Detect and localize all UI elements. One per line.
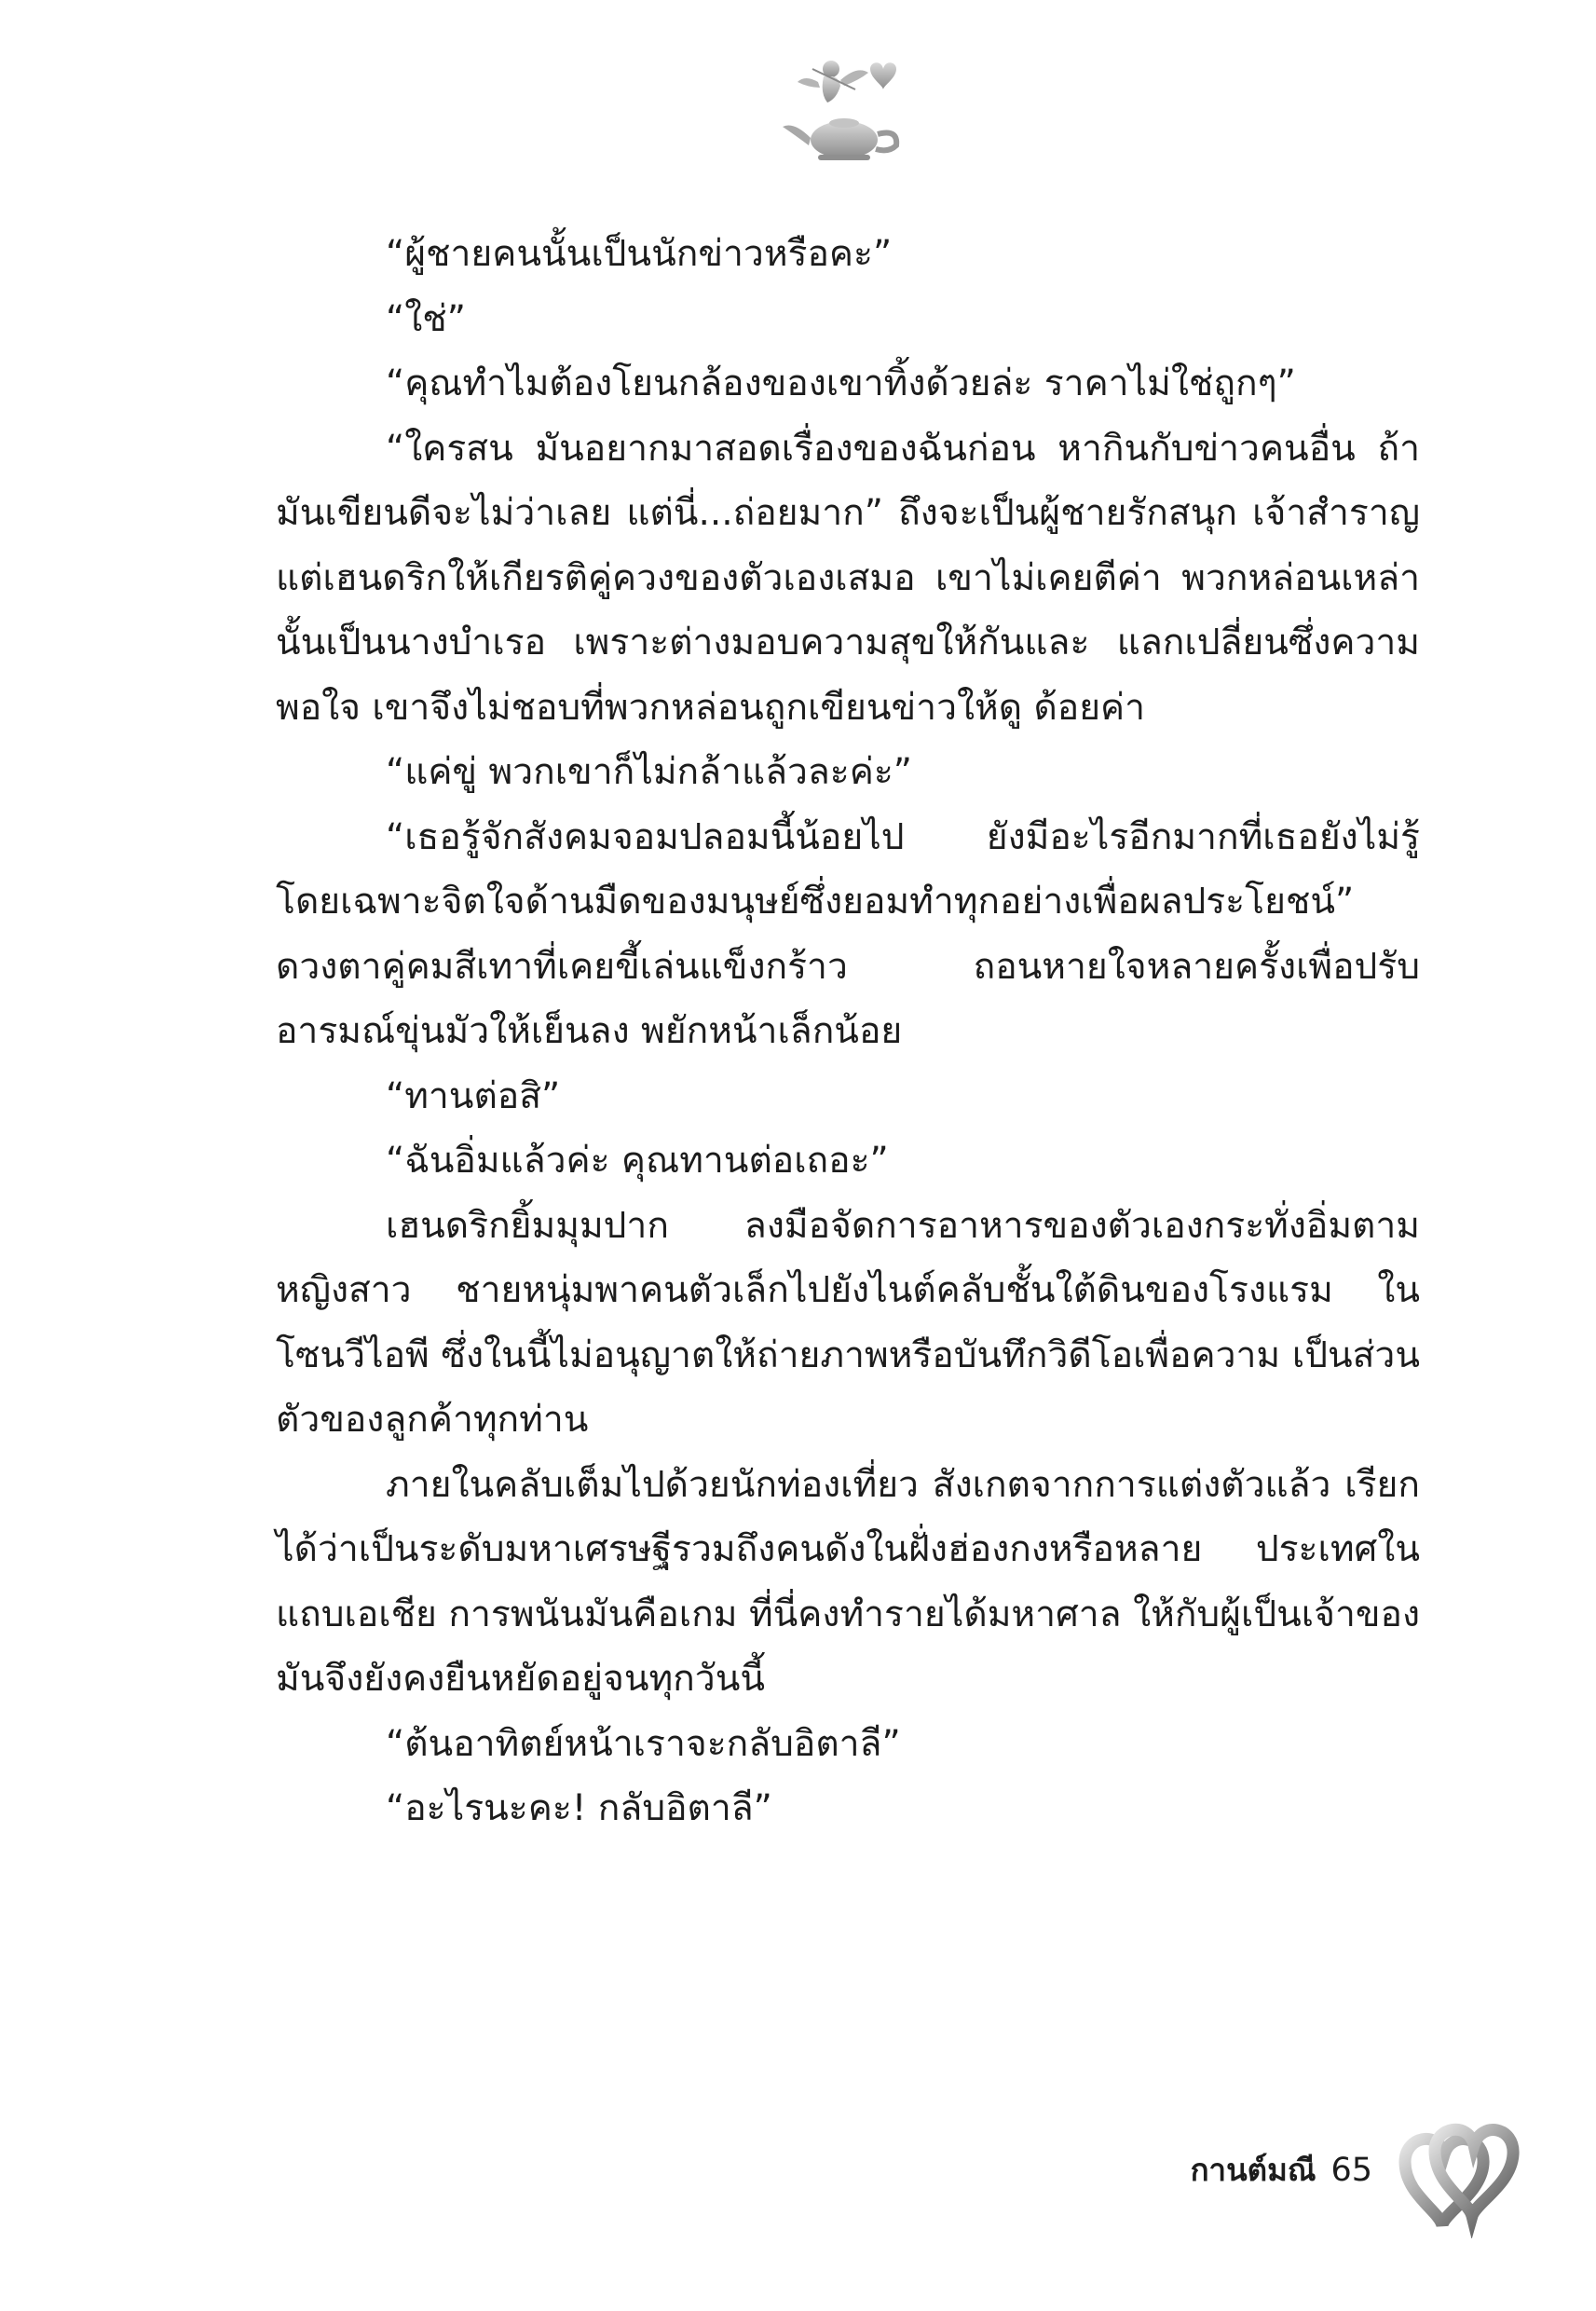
paragraph: “ทานต่อสิ” bbox=[386, 1074, 561, 1117]
paragraph: เฮนดริกยิ้มมุมปาก ลงมือจัดการอาหารของตัวเองกระทั่งอิ่มตาม หญิงสาว ชายหนุ่มพาคนตัวเล็กไปยังไนต์คลับชั้นใต้ดินของโรงแรม ในโซนวีไอพี ซึ่งในนี้ไม่อนุญาตให้ถ่ายภาพหรือบันทึกวิดีโอเพื่อความ เป็นส่วนตัวของลูกค้าทุกท่าน bbox=[276, 1204, 1420, 1441]
paragraph: “ฉันอิ่มแล้วค่ะ คุณทานต่อเถอะ” bbox=[386, 1140, 889, 1182]
paragraph: “เธอรู้จักสังคมจอมปลอมนี้น้อยไป ยังมีอะไรอีกมากที่เธอยังไม่รู้ โดยเฉพาะจิตใจด้านมืดของมนุษย์ซึ่งยอมทำทุกอย่างเพื่อผลประโยชน์” ดวงตาคู่คมสีเทาที่เคยขี้เล่นแข็งกร้าว ถอนหายใจหลายครั้งเพื่อปรับ อารมณ์ขุ่นมัวให้เย็นลง พยักหน้าเล็กน้อย bbox=[276, 815, 1420, 1052]
paragraph: “แค่ขู่ พวกเขาก็ไม่กล้าแล้วละค่ะ” bbox=[386, 751, 912, 793]
paragraph: “คุณทำไมต้องโยนกล้องของเขาทิ้งด้วยล่ะ ราคาไม่ใช่ถูกๆ” bbox=[386, 362, 1296, 404]
author-name: กานต์มณี bbox=[1190, 2152, 1316, 2188]
intertwined-hearts-icon bbox=[1386, 2108, 1526, 2238]
paragraph: ภายในคลับเต็มไปด้วยนักท่องเที่ยว สังเกตจากการแต่งตัวแล้ว เรียกได้ว่าเป็นระดับมหาเศรษฐีรวมถึงคนดังในฝั่งฮ่องกงหรือหลาย ประเทศในแถบเอเชีย การพนันมันคือเกม ที่นี่คงทำรายได้มหาศาล ให้กับผู้เป็นเจ้าของ มันจึงยังคงยืนหยัดอยู่จนทุกวันนี้ bbox=[276, 1463, 1420, 1700]
paragraph: “ใครสน มันอยากมาสอดเรื่องของฉันก่อน หากินกับข่าวคนอื่น ถ้ามันเขียนดีจะไม่ว่าเลย แต่นี่...ถ่อยมาก” ถึงจะเป็นผู้ชายรักสนุก เจ้าสำราญ แต่เฮนดริกให้เกียรติคู่ควงของตัวเองเสมอ เขาไม่เคยตีค่า พวกหล่อนเหล่านั้นเป็นนางบำเรอ เพราะต่างมอบความสุขให้กันและ แลกเปลี่ยนซึ่งความพอใจ เขาจึงไม่ชอบที่พวกหล่อนถูกเขียนข่าวให้ดู ด้อยค่า bbox=[276, 427, 1420, 729]
paragraph: “ใช่” bbox=[386, 297, 466, 340]
cupid-teapot-icon bbox=[766, 48, 915, 170]
paragraph: “ต้นอาทิตย์หน้าเราจะกลับอิตาลี” bbox=[386, 1722, 901, 1765]
paragraph: “ผู้ชายคนนั้นเป็นนักข่าวหรือคะ” bbox=[386, 233, 893, 275]
body-text bbox=[276, 222, 1420, 1841]
paragraph: “อะไรนะคะ! กลับอิตาลี” bbox=[386, 1787, 772, 1829]
page-number: 65 bbox=[1330, 2151, 1372, 2189]
page-footer bbox=[1191, 2145, 1372, 2195]
